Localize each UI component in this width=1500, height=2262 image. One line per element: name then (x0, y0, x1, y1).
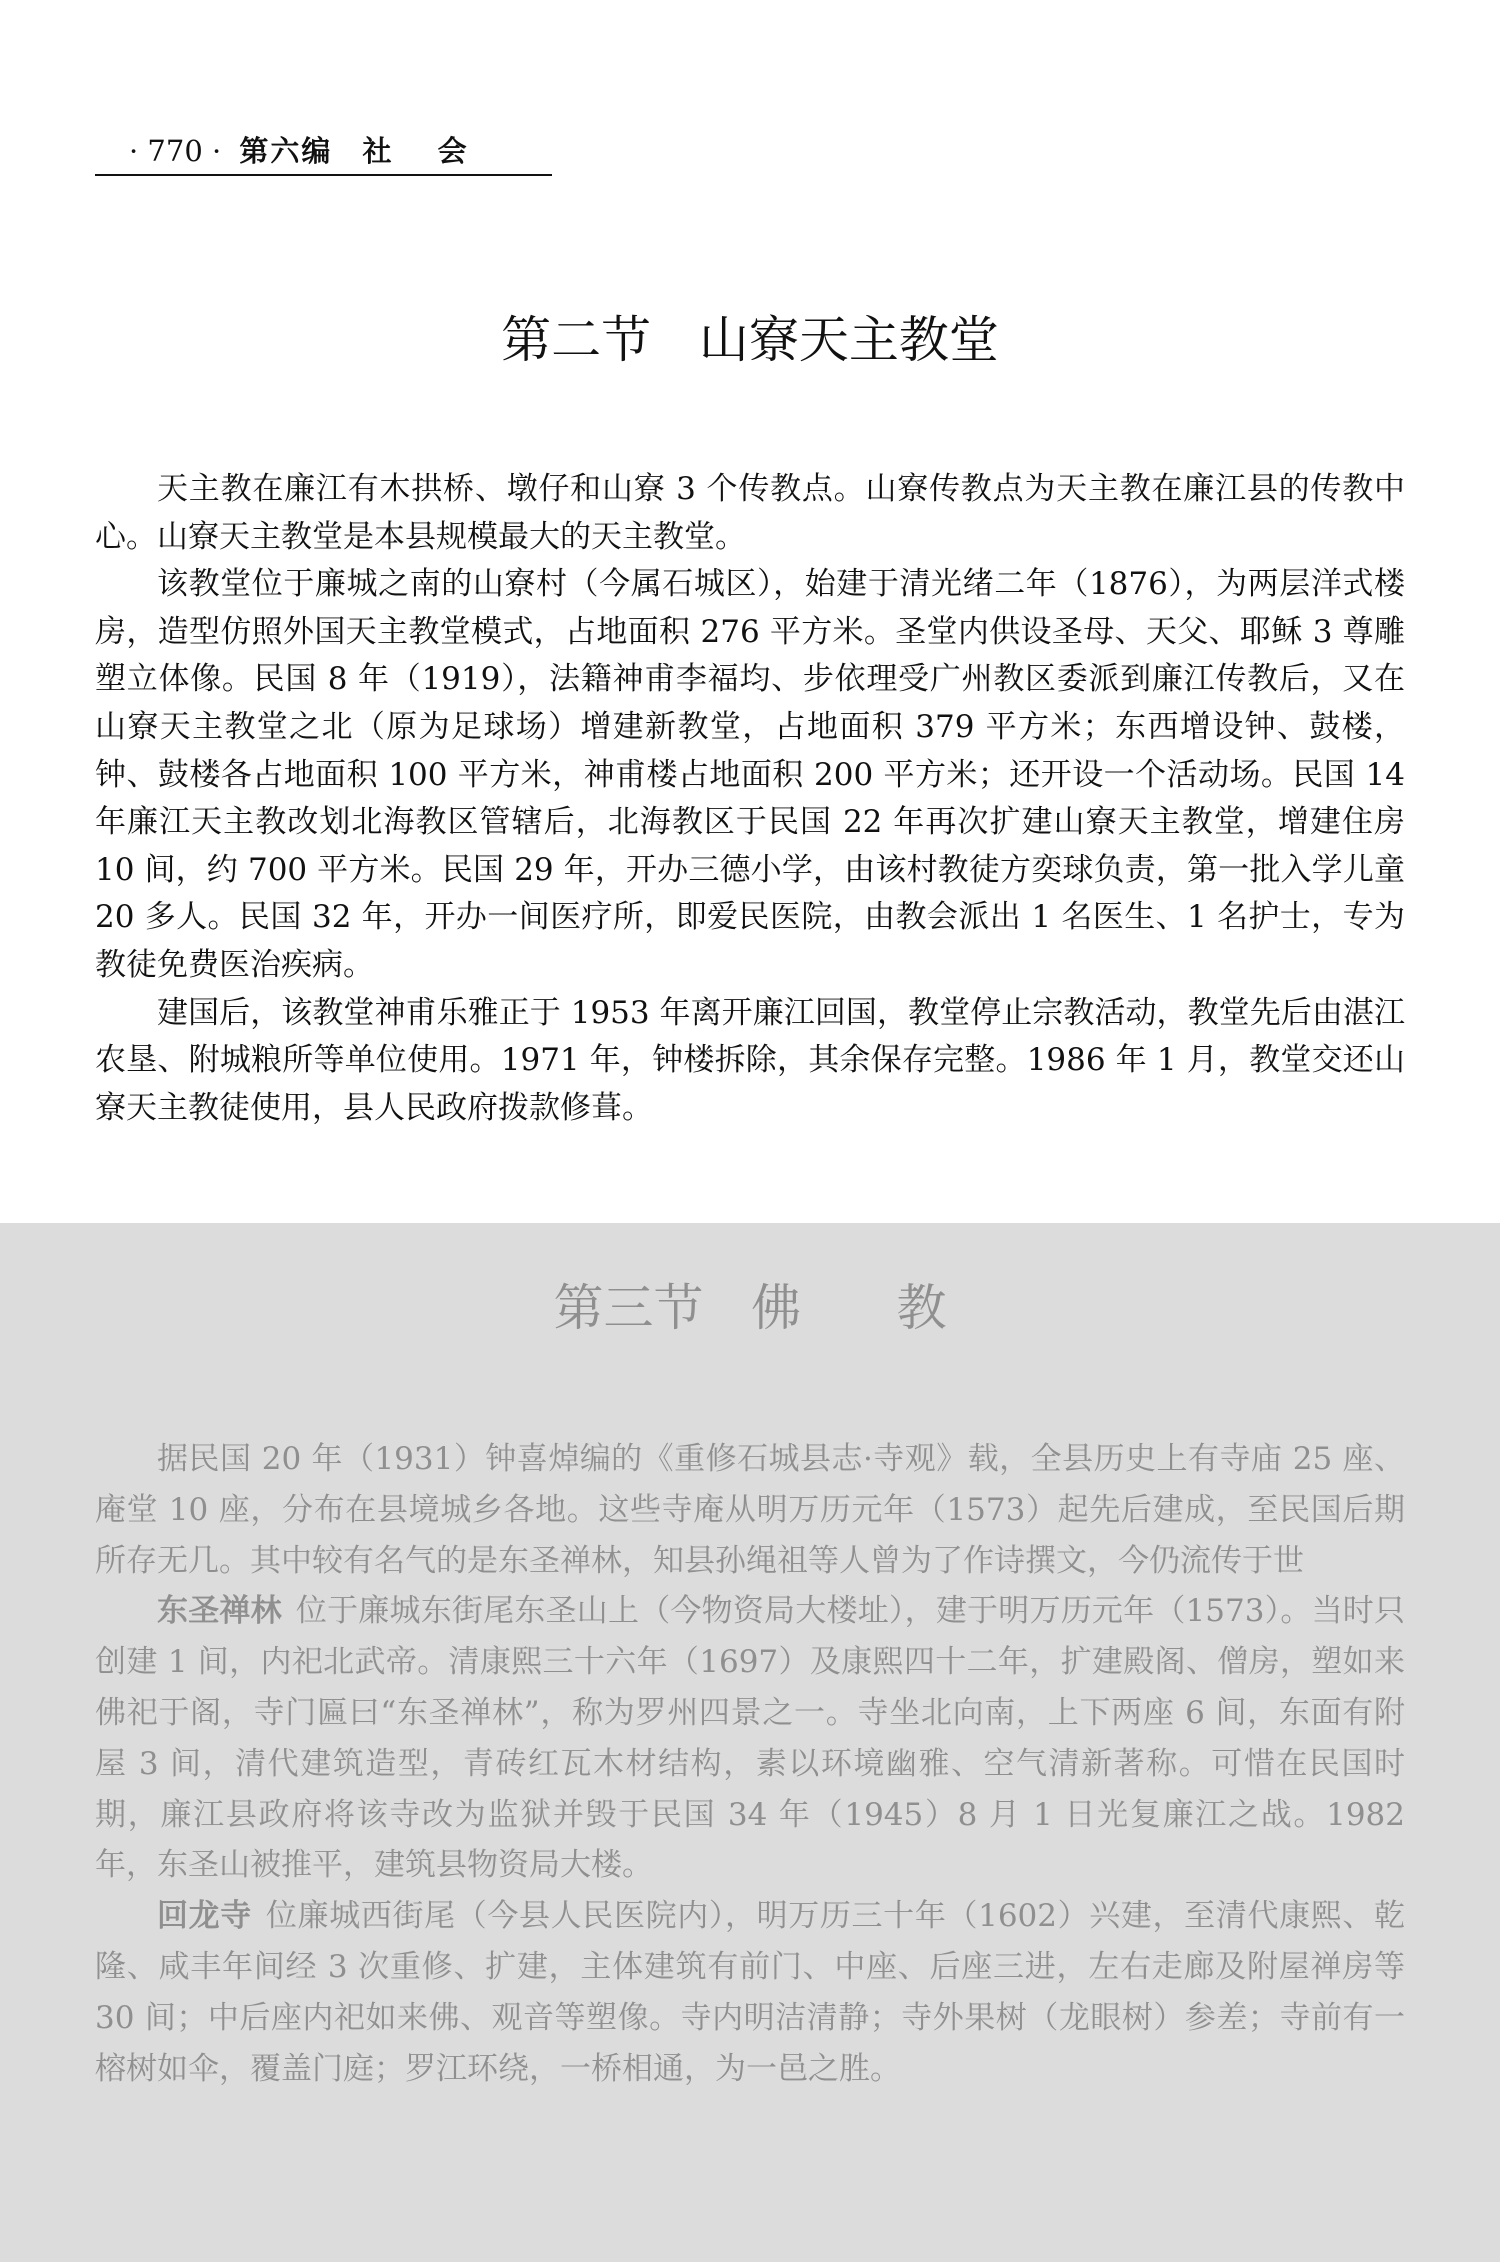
subject-label: 社 会 (362, 134, 485, 168)
section2-title: 第三节 佛 教 (553, 1279, 947, 1337)
paragraph: 据民国 20 年（1931）钟喜焯编的《重修石城县志·寺观》载，全县历史上有寺庙 25 座、庵堂 10 座，分布在县境城乡各地。这些寺庵从明万历元年（1573）起先后建成，至民国后期所存无几。其中较有名气的是东圣禅林，知县孙绳祖等人曾为了作诗撰文，今仍流传于世 (95, 1441, 1405, 1579)
page-number: · 770 · (129, 134, 222, 168)
entry-name: 东圣禅林 (157, 1593, 282, 1630)
section1-body (95, 466, 1405, 1132)
entry-paragraph (95, 1891, 1405, 2094)
running-header (95, 128, 552, 176)
section1-title: 第二节 山寮天主教堂 (501, 311, 999, 369)
paragraph: 建国后，该教堂神甫乐雅正于 1953 年离开廉江回国，教堂停止宗教活动，教堂先后由湛江农垦、附城粮所等单位使用。1971 年，钟楼拆除，其余保存完整。1986 年 1 月，教堂交还山寮天主教徒使用，县人民政府拨款修葺。 (95, 994, 1405, 1126)
entry-name: 回龙寺 (157, 1898, 252, 1935)
section2-body (95, 1434, 1405, 2094)
paragraph: 天主教在廉江有木拱桥、墩仔和山寮 3 个传教点。山寮传教点为天主教在廉江县的传教中心。山寮天主教堂是本县规模最大的天主教堂。 (95, 471, 1405, 555)
entry-text: 位于廉城东街尾东圣山上（今物资局大楼址），建于明万历元年（1573）。当时只创建 1 间，内祀北武帝。清康熙三十六年（1697）及康熙四十二年，扩建殿阁、僧房，塑如来佛祀于阁，寺门匾曰“东圣禅林”，称为罗州四景之一。寺坐北向南，上下两座 6 间，东面有附屋 3 间，清代建筑造型，青砖红瓦木材结构，素以环境幽雅、空气清新著称。可惜在民国时期，廉江县政府将该寺改为监狱并毁于民国 34 年（1945）8 月 1 日光复廉江之战。1982 年，东圣山被推平，建筑县物资局大楼。 (95, 1593, 1406, 1884)
entry-paragraph (95, 1586, 1405, 1891)
entry-text: 位廉城西街尾（今县人民医院内），明万历三十年（1602）兴建，至清代康熙、乾隆、咸丰年间经 3 次重修、扩建，主体建筑有前门、中座、后座三进，左右走廊及附屋禅房等 30 间；中后座内祀如来佛、观音等塑像。寺内明洁清静；寺外果树（龙眼树）参差；寺前有一榕树如伞，覆盖门庭；罗江环绕，一桥相通，为一邑之胜。 (95, 1898, 1406, 2087)
paragraph: 该教堂位于廉城之南的山寮村（今属石城区），始建于清光绪二年（1876），为两层洋式楼房，造型仿照外国天主教堂模式，占地面积 276 平方米。圣堂内供设圣母、天父、耶稣 3 尊雕塑立体像。民国 8 年（1919），法籍神甫李福均、步依理受广州教区委派到廉江传教后，又在山寮天主教堂之北（原为足球场）增建新教堂，占地面积 379 平方米；东西增设钟、鼓楼，钟、鼓楼各占地面积 100 平方米，神甫楼占地面积 200 平方米；还开设一个活动场。民国 14 年廉江天主教改划北海教区管辖后，北海教区于民国 22 年再次扩建山寮天主教堂，增建住房 10 间，约 700 平方米。民国 29 年，开办三德小学，由该村教徒方奕球负责，第一批入学儿童 20 多人。民国 32 年，开办一间医疗所，即爱民医院，由教会派出 1 名医生、1 名护士，专为教徒免费医治疾病。 (95, 566, 1405, 983)
section-label: 第六编 (239, 134, 333, 168)
